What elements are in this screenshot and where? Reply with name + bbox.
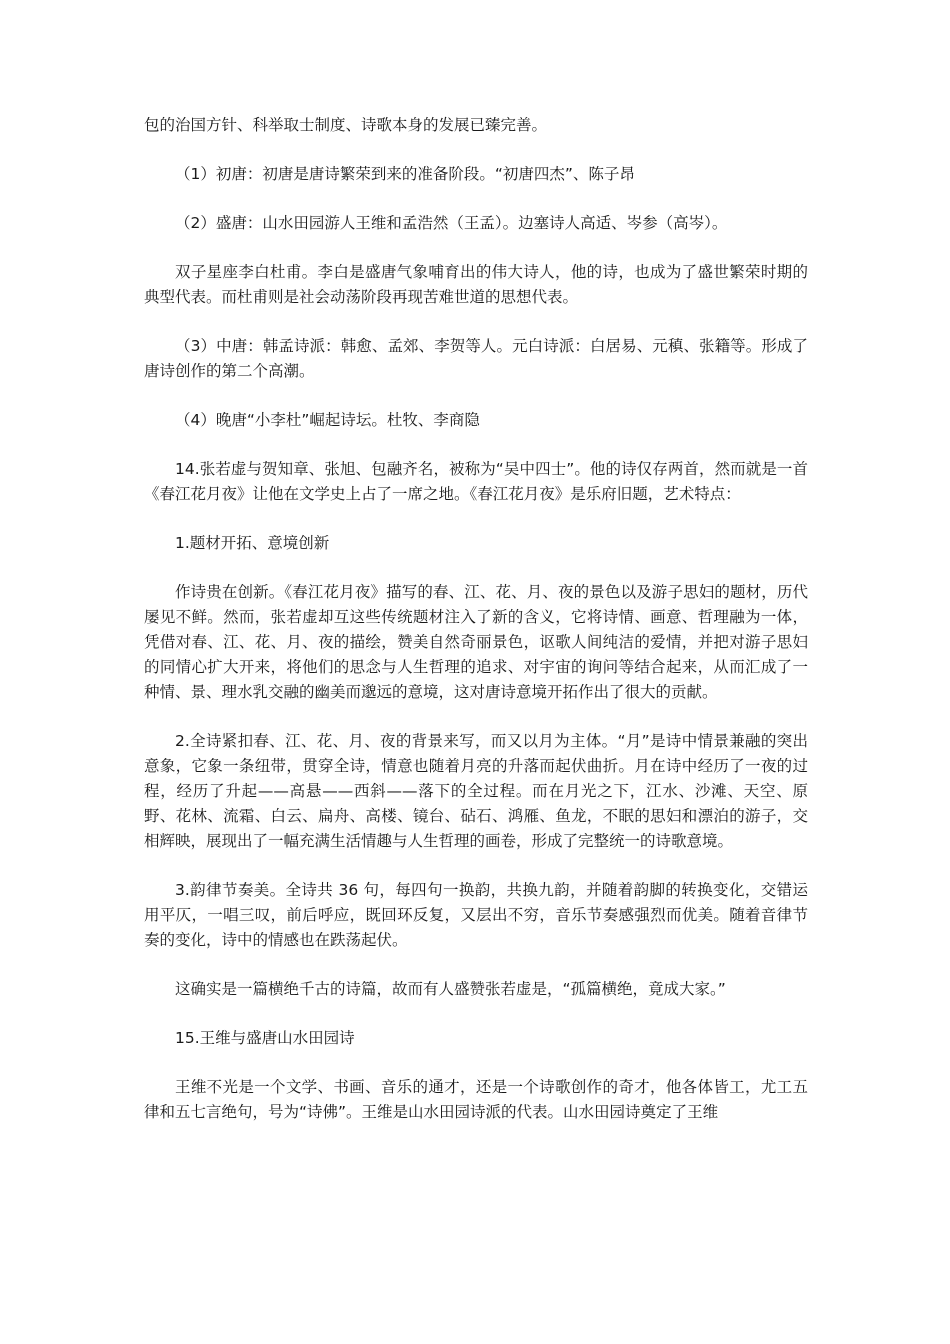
paragraph-mid-tang: （3）中唐：韩孟诗派：韩愈、孟郊、李贺等人。元白诗派：白居易、元稹、张籍等。形成了唐诗创作的第二个高潮。 [144, 337, 808, 380]
paragraph-section-14: 14.张若虚与贺知章、张旭、包融齐名，被称为“吴中四士”。他的诗仅存两首，然而就是一首《春江花月夜》让他在文学史上占了一席之地。《春江花月夜》是乐府旧题，艺术特点： [144, 460, 808, 503]
paragraph-point-1-heading: 1.题材开拓、意境创新 [175, 534, 330, 552]
paragraph-conclusion: 这确实是一篇横绝千古的诗篇，故而有人盛赞张若虚是，“孤篇横绝，竟成大家。” [175, 980, 726, 998]
paragraph-point-3: 3.韵律节奏美。全诗共 36 句，每四句一换韵，共换九韵，并随着韵脚的转换变化，交错运用平仄，一唱三叹，前后呼应，既回环反复，又层出不穷，音乐节奏感强烈而优美。随着音律节奏的变化，诗中的情感也在跌荡起伏。 [144, 881, 808, 949]
document-body [144, 113, 808, 1149]
paragraph-section-15-heading: 15.王维与盛唐山水田园诗 [175, 1029, 355, 1047]
paragraph-continuation: 包的治国方针、科举取士制度、诗歌本身的发展已臻完善。 [144, 116, 548, 134]
paragraph-early-tang: （1）初唐：初唐是唐诗繁荣到来的准备阶段。“初唐四杰”、陈子昂 [175, 165, 635, 183]
paragraph-li-bai-du-fu: 双子星座李白杜甫。李白是盛唐气象哺育出的伟大诗人，他的诗，也成为了盛世繁荣时期的典型代表。而杜甫则是社会动荡阶段再现苦难世道的思想代表。 [144, 263, 808, 306]
paragraph-high-tang: （2）盛唐：山水田园游人王维和孟浩然（王孟）。边塞诗人高适、岑参（高岑）。 [175, 214, 728, 232]
paragraph-point-1-body: 作诗贵在创新。《春江花月夜》描写的春、江、花、月、夜的景色以及游子思妇的题材，历代屡见不鲜。然而，张若虚却互这些传统题材注入了新的含义，它将诗情、画意、哲理融为一体，凭借对春、江、花、月、夜的描绘，赞美自然奇丽景色，讴歌人间纯洁的爱情，并把对游子思妇的同情心扩大开来，将他们的思念与人生哲理的追求、对宇宙的询问等结合起来，从而汇成了一种情、景、理水乳交融的幽美而邈远的意境，这对唐诗意境开拓作出了很大的贡献。 [144, 583, 808, 701]
paragraph-wang-wei: 王维不光是一个文学、书画、音乐的通才，还是一个诗歌创作的奇才，他各体皆工，尤工五律和五七言绝句，号为“诗佛”。王维是山水田园诗派的代表。山水田园诗奠定了王维 [144, 1078, 808, 1121]
paragraph-point-2: 2.全诗紧扣春、江、花、月、夜的背景来写，而又以月为主体。“月”是诗中情景兼融的突出意象，它象一条纽带，贯穿全诗，情意也随着月亮的升落而起伏曲折。月在诗中经历了一夜的过程，经历了升起——高悬——西斜——落下的全过程。而在月光之下，江水、沙滩、天空、原野、花林、流霜、白云、扁舟、高楼、镜台、砧石、鸿雁、鱼龙，不眠的思妇和漂泊的游子，交相辉映，展现出了一幅充满生活情趣与人生哲理的画卷，形成了完整统一的诗歌意境。 [144, 732, 808, 850]
paragraph-late-tang: （4）晚唐“小李杜”崛起诗坛。杜牧、李商隐 [175, 411, 480, 429]
